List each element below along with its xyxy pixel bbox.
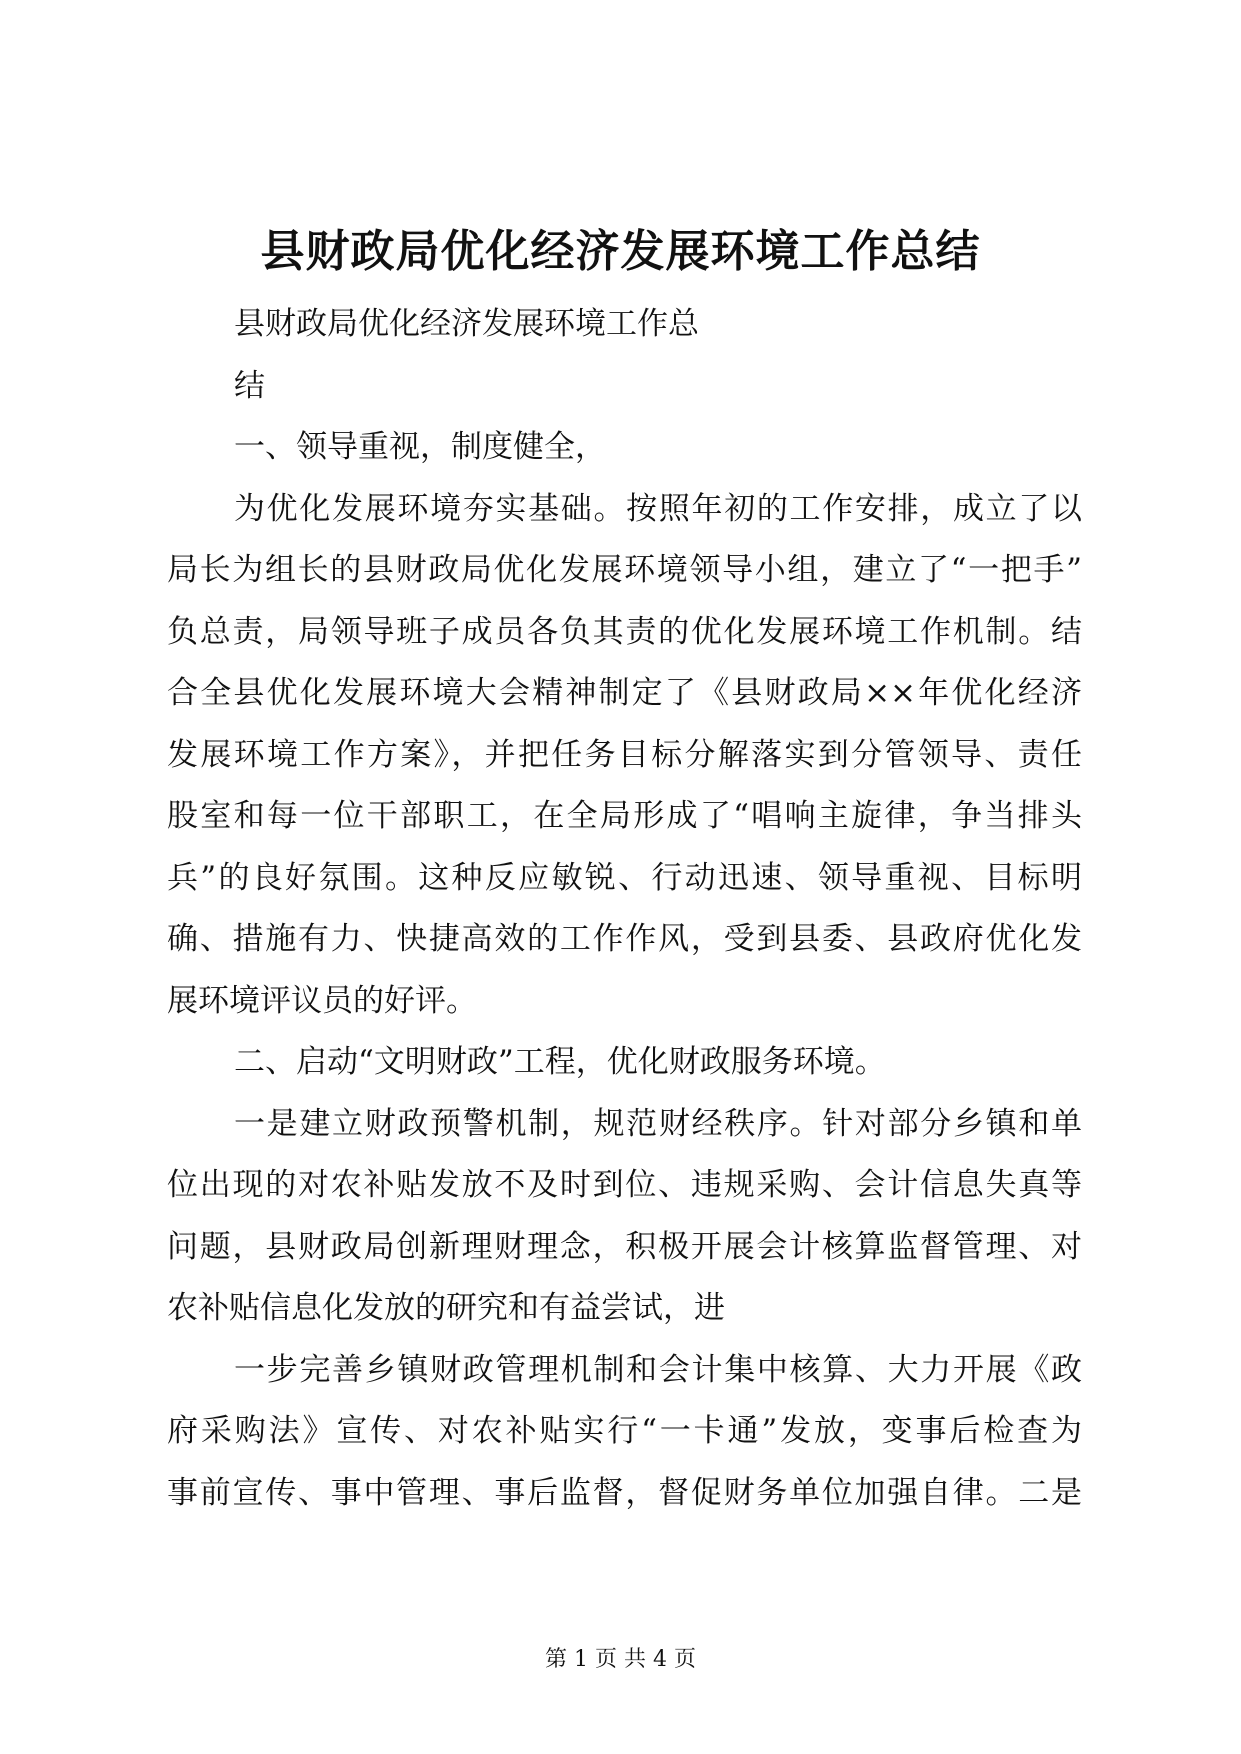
section-heading: 二、启动“文明财政”工程，优化财政服务环境。 — [234, 1044, 886, 1080]
body-line: 事前宣传、事中管理、事后监督，督促财务单位加强自律。二是 — [167, 1474, 1082, 1511]
body-line: 府采购法》宣传、对农补贴实行“一卡通”发放，变事后检查为 — [167, 1413, 1082, 1449]
section-heading: 一、领导重视，制度健全， — [234, 429, 606, 465]
body-line: 问题，县财政局创新理财理念，积极开展会计核算监督管理、对 — [167, 1228, 1082, 1265]
body-line: 一是建立财政预警机制，规范财经秩序。针对部分乡镇和单 — [234, 1105, 1082, 1142]
page-number: 第 1 页 共 4 页 — [545, 1647, 696, 1672]
body-line: 局长为组长的县财政局优化发展环境领导小组，建立了“一把手” — [167, 552, 1082, 588]
body-line: 合全县优化发展环境大会精神制定了《县财政局××年优化经济 — [167, 675, 1082, 711]
document-body — [167, 294, 1082, 1524]
body-line: 县财政局优化经济发展环境工作总 — [234, 306, 699, 342]
body-line: 发展环境工作方案》，并把任务目标分解落实到分管领导、责任 — [167, 736, 1082, 773]
body-line: 一步完善乡镇财政管理机制和会计集中核算、大力开展《政 — [234, 1351, 1082, 1388]
body-line: 负总责，局领导班子成员各负其责的优化发展环境工作机制。结 — [167, 613, 1082, 650]
body-line: 位出现的对农补贴发放不及时到位、违规采购、会计信息失真等 — [167, 1167, 1082, 1203]
body-line: 股室和每一位干部职工，在全局形成了“唱响主旋律，争当排头 — [167, 798, 1082, 834]
body-line: 展环境评议员的好评。 — [167, 982, 477, 1019]
body-line: 农补贴信息化发放的研究和有益尝试，进 — [167, 1290, 725, 1326]
body-line: 为优化发展环境夯实基础。按照年初的工作安排，成立了以 — [234, 490, 1082, 527]
document-title: 县财政局优化经济发展环境工作总结 — [260, 226, 981, 277]
body-line: 结 — [234, 367, 265, 404]
body-line: 确、措施有力、快捷高效的工作作风，受到县委、县政府优化发 — [167, 921, 1082, 957]
body-line: 兵”的良好氛围。这种反应敏锐、行动迅速、领导重视、目标明 — [167, 859, 1082, 896]
